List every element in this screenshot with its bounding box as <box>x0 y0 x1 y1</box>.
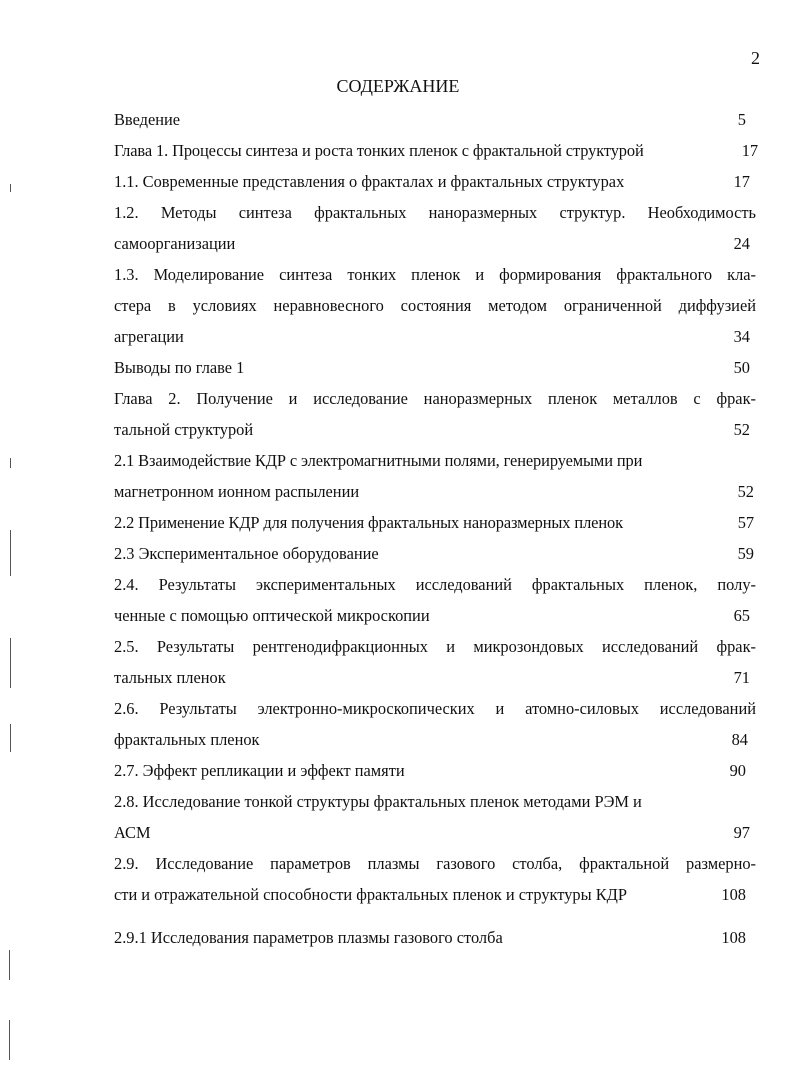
toc-entry-chapter-2-line2 <box>114 414 756 445</box>
toc-entry-2-4-line2 <box>114 600 756 631</box>
toc-page-number: 108 <box>721 928 746 947</box>
toc-entry-2-3 <box>114 538 756 569</box>
page-number: 2 <box>751 48 760 68</box>
scan-artifact <box>10 458 11 468</box>
toc-entry-title: магнетронном ионном распылении <box>114 482 360 501</box>
toc-entry-title: агрегации <box>114 327 184 346</box>
toc-entry-2-6-line1: 2.6. Результаты электронно-микроскопических и атомно-силовых исследований <box>114 699 756 718</box>
toc-page-number: 5 <box>737 110 746 129</box>
scan-artifact <box>10 530 11 576</box>
toc-entry-1-3-line3 <box>114 321 756 352</box>
scan-artifact <box>10 638 11 688</box>
toc-entry-2-1-line1: 2.1 Взаимодействие КДР с электромагнитными полями, генерируемыми при <box>114 451 643 470</box>
toc-page-number: 108 <box>721 885 746 904</box>
toc-page-number: 50 <box>733 358 750 377</box>
toc-entry-title: тальных пленок <box>114 668 226 687</box>
toc-page-number: 84 <box>731 730 748 749</box>
toc-entry-2-6-line2 <box>114 724 756 755</box>
toc-page-number: 57 <box>737 513 754 532</box>
toc-entry-2-4-line1: 2.4. Результаты экспериментальных исследований фрактальных пленок, полу- <box>114 575 756 594</box>
toc-entry-title: 2.2 Применение КДР для получения фрактальных наноразмерных пленок <box>114 513 623 532</box>
scan-artifact <box>10 184 11 192</box>
toc-entry-2-7 <box>114 755 756 786</box>
toc-entry-2-9-1 <box>114 922 756 953</box>
toc-entry-title: самоорганизации <box>114 234 236 253</box>
toc-entry-title: 2.7. Эффект репликации и эффект памяти <box>114 761 405 780</box>
scan-artifact <box>9 950 10 980</box>
scan-artifact <box>10 724 11 752</box>
toc-entry-title: Глава 1. Процессы синтеза и роста тонких пленок с фрактальной структурой <box>114 141 644 160</box>
toc-page-number: 71 <box>733 668 750 687</box>
toc-entry-title: Выводы по главе 1 <box>114 358 245 377</box>
toc-entry-chapter-2-line1: Глава 2. Получение и исследование наноразмерных пленок металлов с фрак- <box>114 389 756 408</box>
scan-artifact <box>9 1020 10 1060</box>
toc-page-number: 34 <box>733 327 750 346</box>
toc-entry-2-9-line1: 2.9. Исследование параметров плазмы газового столба, фрактальной размерно- <box>114 854 756 873</box>
toc-entry-2-2 <box>114 507 756 538</box>
toc-page-number: 52 <box>737 482 754 501</box>
toc-entry-1-2-line1: 1.2. Методы синтеза фрактальных наноразмерных структур. Необходимость <box>114 203 756 222</box>
toc-entry-1-3-line2: стера в условиях неравновесного состояния методом ограниченной диффузией <box>114 296 756 315</box>
toc-entry-title: тальной структурой <box>114 420 254 439</box>
toc-entry-2-1-line2 <box>114 476 756 507</box>
table-of-contents <box>114 104 756 953</box>
toc-entry-title: сти и отражательной способности фрактальных пленок и структуры КДР <box>114 885 627 904</box>
toc-entry-2-5-line1: 2.5. Результаты рентгенодифракционных и микрозондовых исследований фрак- <box>114 637 756 656</box>
toc-entry-conclusions-1 <box>114 352 756 383</box>
toc-entry-1-2-line2 <box>114 228 756 259</box>
toc-page-number: 17 <box>741 141 758 160</box>
toc-entry-title: АСМ <box>114 823 151 842</box>
toc-page-number: 97 <box>733 823 750 842</box>
toc-entry-intro <box>114 104 756 135</box>
page-title: СОДЕРЖАНИЕ <box>336 76 460 96</box>
toc-entry-1-1 <box>114 166 756 197</box>
toc-entry-2-5-line2 <box>114 662 756 693</box>
toc-entry-2-8-line2 <box>114 817 756 848</box>
toc-page-number: 17 <box>733 172 750 191</box>
toc-entry-title: Введение <box>114 110 181 129</box>
toc-entry-title: фрактальных пленок <box>114 730 260 749</box>
toc-page-number: 59 <box>737 544 754 563</box>
toc-page-number: 52 <box>733 420 750 439</box>
toc-entry-2-8-line1: 2.8. Исследование тонкой структуры фрактальных пленок методами РЭМ и <box>114 792 642 811</box>
toc-page-number: 65 <box>733 606 750 625</box>
toc-page-number: 24 <box>733 234 750 253</box>
toc-entry-2-9-line2 <box>114 879 756 910</box>
toc-entry-1-3-line1: 1.3. Моделирование синтеза тонких пленок и формирования фрактального кла- <box>114 265 756 284</box>
toc-entry-title: 2.9.1 Исследования параметров плазмы газового столба <box>114 928 503 947</box>
toc-entry-title: 2.3 Экспериментальное оборудование <box>114 544 379 563</box>
toc-entry-chapter-1 <box>114 135 756 166</box>
toc-entry-title: ченные с помощью оптической микроскопии <box>114 606 430 625</box>
toc-page-number: 90 <box>729 761 746 780</box>
toc-entry-title: 1.1. Современные представления о фракталах и фрактальных структурах <box>114 172 625 191</box>
